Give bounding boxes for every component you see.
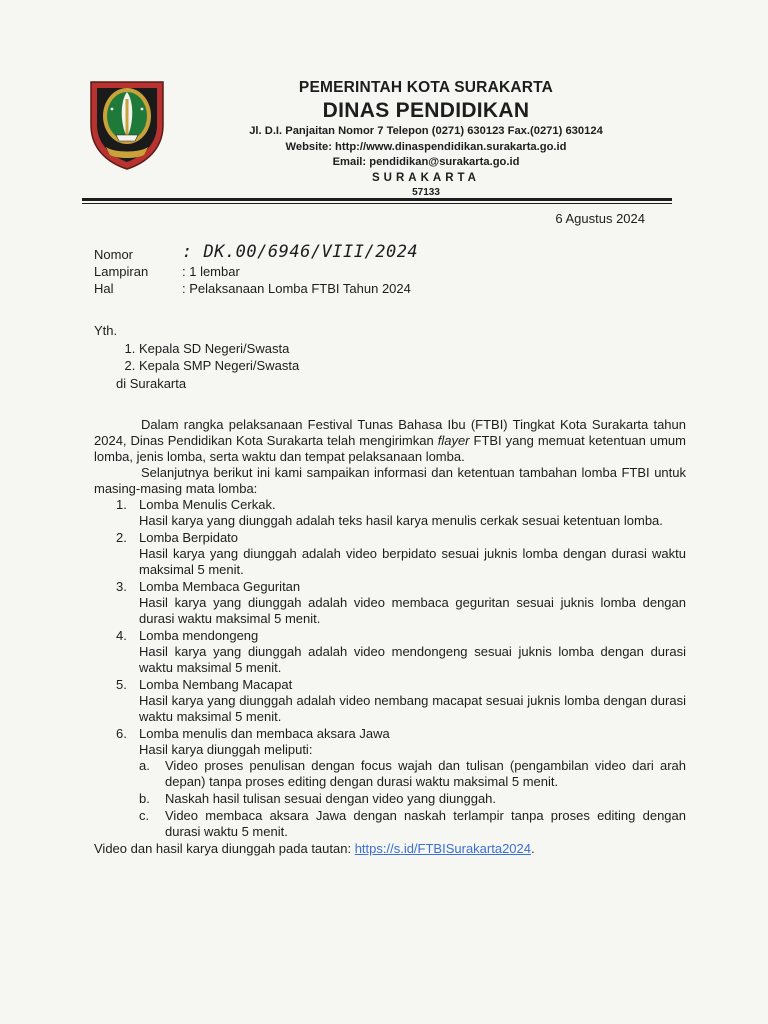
sub-letter: c.	[139, 808, 150, 823]
city-line: SURAKARTA	[372, 171, 480, 184]
email-line: Email: pendidikan@surakarta.go.id	[332, 156, 520, 168]
intro-text-b: FTBI yang memuat ketentuan umum lomba, jenis lomba, serta waktu dan tempat pelaksanaan lomba.	[94, 433, 686, 464]
sub-text: Video membaca aksara Jawa dengan naskah terlampir tanpa proses editing dengan durasi waktu 5 menit.	[165, 808, 686, 839]
government-name: PEMERINTAH KOTA SURAKARTA	[298, 79, 554, 96]
letter-date: 6 Agustus 2024	[555, 211, 645, 226]
item-number: 3.	[116, 579, 127, 594]
recipients	[94, 322, 299, 392]
letter-meta	[94, 238, 418, 296]
sub-item	[139, 808, 686, 840]
hal-label: Hal	[94, 281, 114, 296]
item-intro: Hasil karya diunggah meliputi:	[139, 742, 313, 757]
meta-row-lampiran	[94, 262, 418, 279]
sub-list	[139, 758, 686, 840]
department-name: DINAS PENDIDIKAN	[322, 99, 530, 122]
sub-letter: b.	[139, 791, 150, 806]
sub-text: Naskah hasil tulisan sesuai dengan video yang diunggah.	[165, 791, 497, 806]
item-number: 5.	[116, 677, 127, 692]
hal-value: : Pelaksanaan Lomba FTBI Tahun 2024	[182, 281, 411, 296]
item-desc: Hasil karya yang diunggah adalah video nembang macapat sesuai juknis lomba dengan durasi waktu maksimal 5 menit.	[139, 693, 686, 724]
sub-text: Video proses penulisan dengan focus wajah dan tulisan (pengambilan video dari arah depan) tanpa proses editing dengan durasi waktu maksimal 5 menit.	[165, 758, 686, 789]
header-divider-thin	[82, 203, 672, 204]
competition-item	[94, 628, 686, 676]
website-line: Website: http://www.dinaspendidikan.surakarta.go.id	[285, 140, 567, 153]
header-divider-thick	[82, 198, 672, 201]
letter-body	[94, 417, 686, 857]
sub-item	[139, 791, 686, 807]
meta-row-hal	[94, 279, 418, 296]
intro-text-a: Dalam rangka pelaksanaan Festival Tunas Bahasa Ibu (FTBI) Tingkat Kota Surakarta tahun 2024, Dinas Pendidikan Kota Surakarta telah mengirimkan	[94, 417, 686, 448]
nomor-label: Nomor	[94, 247, 134, 262]
letterhead	[196, 78, 656, 199]
item-title: Lomba mendongeng	[139, 628, 259, 643]
item-number: 4.	[116, 628, 127, 643]
competition-item	[94, 677, 686, 725]
competition-item	[94, 579, 686, 627]
competition-item	[94, 497, 686, 529]
item-title: Lomba Membaca Geguritan	[139, 579, 301, 594]
sub-item	[139, 758, 686, 790]
recipient-item: 1. Kepala SD Negeri/Swasta	[139, 340, 299, 358]
meta-row-nomor	[94, 238, 418, 262]
item-desc: Hasil karya yang diunggah adalah teks hasil karya menulis cerkak sesuai ketentuan lomba.	[139, 513, 663, 528]
lampiran-label: Lampiran	[94, 264, 149, 279]
sub-letter: a.	[139, 758, 150, 773]
item-title: Lomba Nembang Macapat	[139, 677, 293, 692]
item-number: 1.	[116, 497, 127, 512]
lampiran-value: : 1 lembar	[182, 264, 240, 279]
competition-item	[94, 530, 686, 578]
item-title: Lomba Menulis Cerkak.	[139, 497, 276, 512]
paragraph-intro	[94, 417, 686, 465]
competition-item	[94, 726, 686, 840]
upload-end: .	[531, 841, 535, 856]
paragraph-info: Selanjutnya berikut ini kami sampaikan informasi dan ketentuan tambahan lomba FTBI untuk masing-masing mata lomba:	[94, 465, 686, 496]
item-number: 6.	[116, 726, 127, 741]
item-desc: Hasil karya yang diunggah adalah video mendongeng sesuai juknis lomba dengan durasi waktu maksimal 5 menit.	[139, 644, 686, 675]
recipient-location: di Surakarta	[116, 375, 187, 391]
city-emblem-icon	[88, 79, 166, 171]
postal-code: 57133	[412, 186, 440, 198]
competition-list	[94, 497, 686, 840]
nomor-value: : DK.00/6946/VIII/2024	[182, 242, 419, 262]
item-title: Lomba Berpidato	[139, 530, 239, 545]
address-line: Jl. D.I. Panjaitan Nomor 7 Telepon (0271) 630123 Fax.(0271) 630124	[249, 125, 603, 137]
item-number: 2.	[116, 530, 127, 545]
item-desc: Hasil karya yang diunggah adalah video membaca geguritan sesuai juknis lomba dengan durasi waktu maksimal 5 menit.	[139, 595, 686, 626]
upload-link[interactable]: https://s.id/FTBISurakarta2024	[354, 841, 531, 856]
item-desc: Hasil karya yang diunggah adalah video berpidato sesuai juknis lomba dengan durasi waktu maksimal 5 menit.	[139, 546, 686, 577]
greeting: Yth.	[94, 323, 118, 338]
recipient-item: 2. Kepala SMP Negeri/Swasta	[139, 357, 299, 375]
recipient-list	[94, 340, 299, 375]
upload-text: Video dan hasil karya diunggah pada tautan:	[94, 841, 355, 856]
paragraph-upload	[94, 841, 686, 857]
item-title: Lomba menulis dan membaca aksara Jawa	[139, 726, 390, 741]
intro-text-em: flayer	[437, 433, 470, 448]
